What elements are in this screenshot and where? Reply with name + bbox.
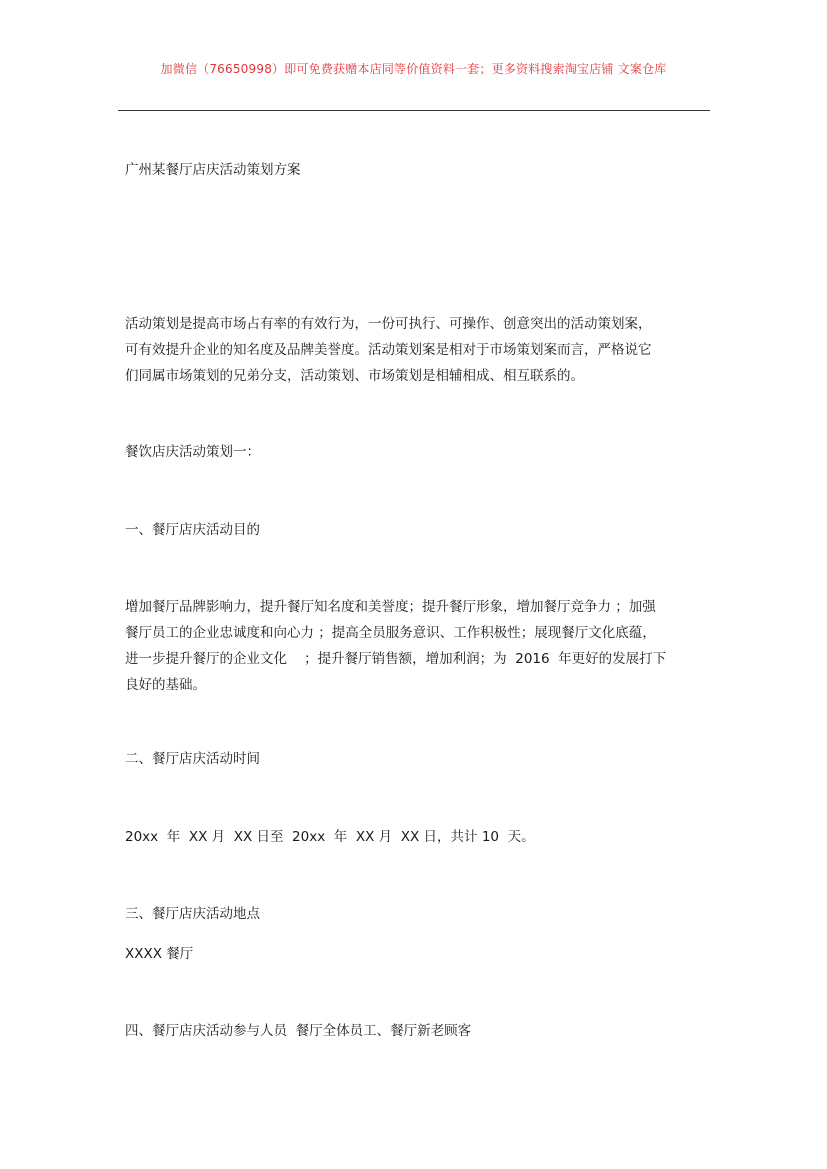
section-3-heading: 三、餐厅店庆活动地点 [125, 906, 260, 922]
promo-header: 加微信（76650998）即可免费获赠本店同等价值资料一套；更多资料搜索淘宝店铺 文案仓库 [160, 62, 667, 76]
section-4-heading: 四、餐厅店庆活动参与人员 餐厅全体员工、餐厅新老顾客 [125, 1023, 472, 1039]
plan-heading: 餐饮店庆活动策划一： [125, 444, 260, 460]
section-1-heading: 一、餐厅店庆活动目的 [125, 522, 260, 538]
section-1-line-2: 餐厅员工的企业忠诚度和向心力 ；提高全员服务意识、工作积极性；展现餐厅文化底蕴， [125, 625, 656, 641]
section-1-line-1: 增加餐厅品牌影响力，提升餐厅知名度和美誉度；提升餐厅形象，增加餐厅竞争力 ；加强 [125, 599, 656, 615]
section-2-heading: 二、餐厅店庆活动时间 [125, 751, 260, 767]
intro-line-2: 可有效提升企业的知名度及品牌美誉度。活动策划案是相对于市场策划案而言，严格说它 [125, 342, 652, 358]
section-1-line-3: 进一步提升餐厅的企业文化 ；提升餐厅销售额，增加利润；为 2016 年更好的发展打下 [125, 651, 667, 667]
section-1-line-4: 良好的基础。 [125, 677, 206, 693]
document-title: 广州某餐厅店庆活动策划方案 [125, 162, 301, 178]
intro-line-3: 们同属市场策划的兄弟分支，活动策划、市场策划是相辅相成、相互联系的。 [125, 368, 584, 384]
section-3-venue: XXXX 餐厅 [125, 946, 194, 962]
header-divider [118, 110, 710, 111]
section-2-date-range: 20xx 年 XX 月 XX 日至 20xx 年 XX 月 XX 日，共计 10 天。 [125, 829, 535, 845]
intro-line-1: 活动策划是提高市场占有率的有效行为，一份可执行、可操作、创意突出的活动策划案， [125, 316, 652, 332]
